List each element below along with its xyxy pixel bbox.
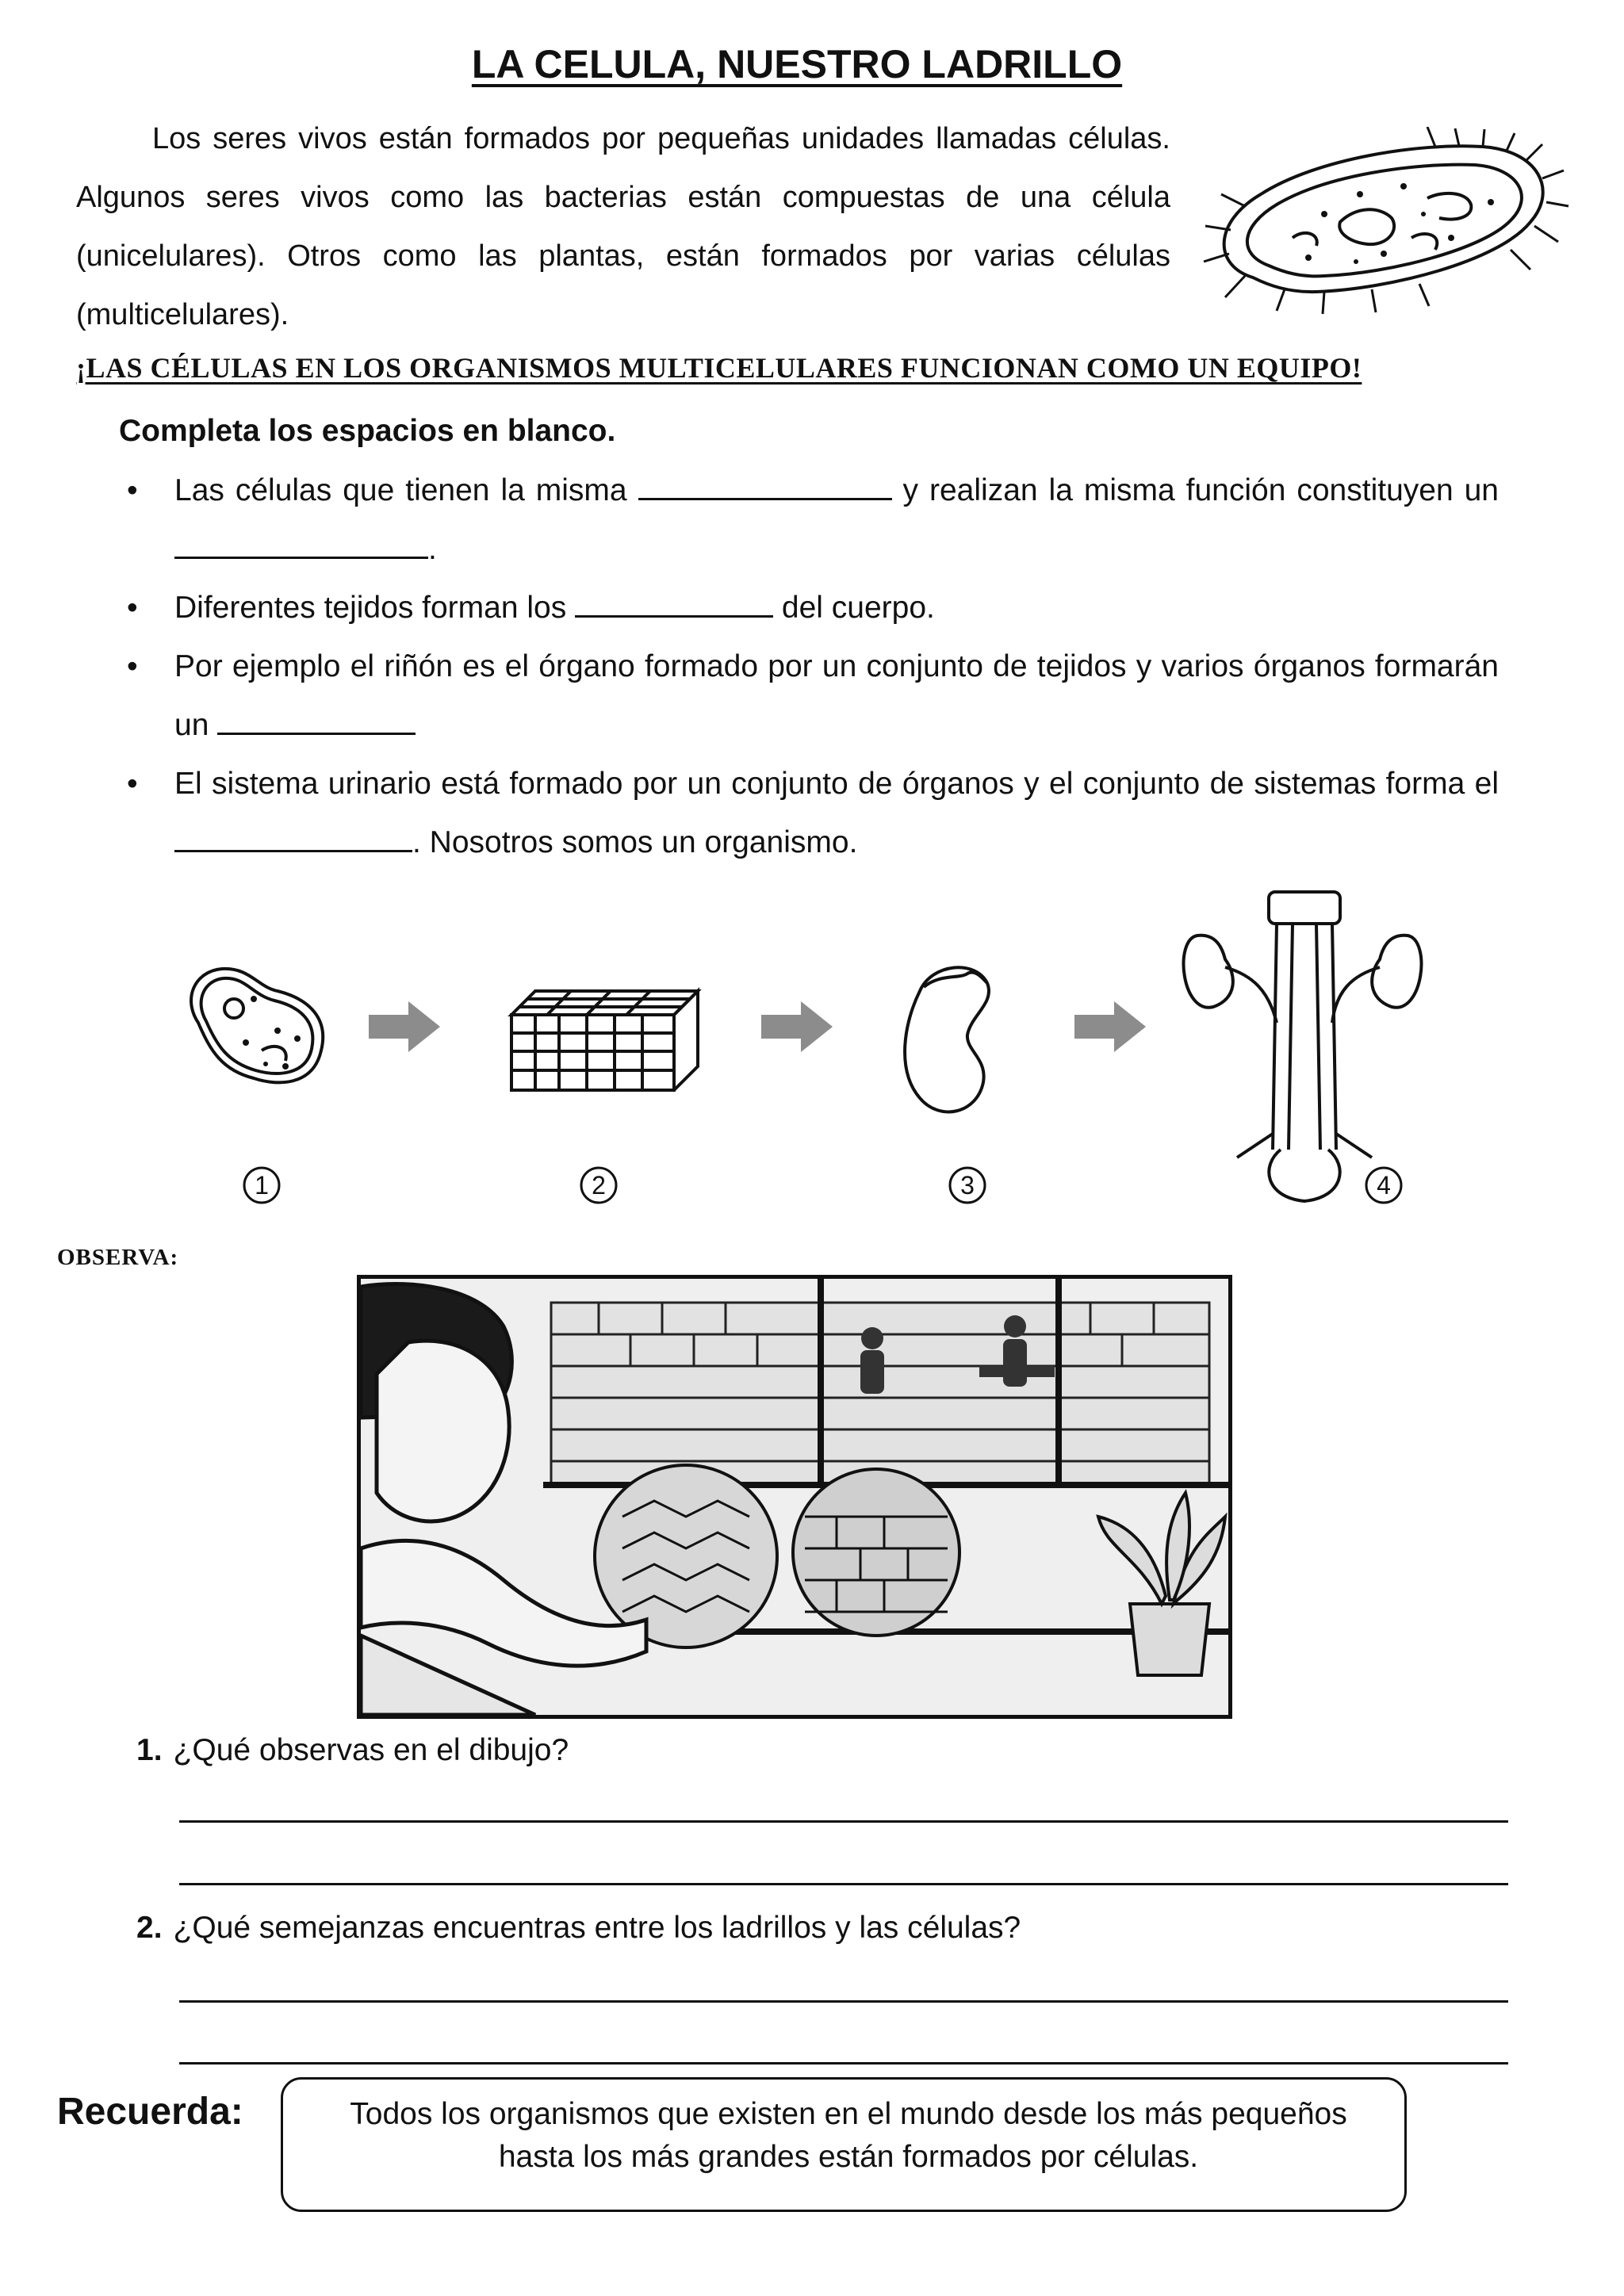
list-item: • Por ejemplo el riñón es el órgano formado por un conjunto de tejidos y varios órganos formarán un xyxy=(119,637,1499,755)
arrow-icon xyxy=(369,1001,440,1052)
answer-line[interactable] xyxy=(179,1883,1508,1885)
arrow-icon xyxy=(761,1001,833,1052)
slogan: ¡LAS CÉLULAS EN LOS ORGANISMOS MULTICELULARES FUNCIONAN COMO UN EQUIPO! xyxy=(76,352,1362,384)
instruction: Completa los espacios en blanco. xyxy=(119,414,616,448)
answer-line[interactable] xyxy=(179,2000,1508,2003)
blank-field[interactable] xyxy=(638,469,892,500)
recuerda-label: Recuerda: xyxy=(57,2091,243,2133)
step-label: 2 xyxy=(592,1171,606,1200)
list-item: • Diferentes tejidos forman los del cuerpo. xyxy=(119,579,1499,637)
blank-field[interactable] xyxy=(575,587,773,618)
observation-illustration xyxy=(357,1275,1232,1719)
kidney-icon xyxy=(905,967,989,1112)
step-label: 4 xyxy=(1377,1171,1391,1200)
answer-line[interactable] xyxy=(179,2062,1508,2064)
answer-line[interactable] xyxy=(179,1820,1508,1823)
intro-text: Los seres vivos están formados por pequeñas unidades llamadas células. Algunos seres vivos como las bacterias están compuestas de una célula (unicelulares). Otros como las plantas, están formados por varias células (multicelulares). xyxy=(76,122,1170,331)
list-item: • El sistema urinario está formado por un conjunto de órganos y el conjunto de sistemas forma el . Nosotros somos un organismo. xyxy=(119,755,1499,872)
list-item: • Las células que tienen la misma y realizan la misma función constituyen un . xyxy=(119,461,1499,579)
cell-icon xyxy=(191,969,323,1082)
bacteria-illustration xyxy=(1197,127,1570,317)
recuerda-text: Todos los organismos que existen en el mundo desde los más pequeños hasta los más grandes están formados por células. xyxy=(350,2097,1347,2174)
blank-field[interactable] xyxy=(217,704,416,735)
tissue-icon xyxy=(511,991,698,1090)
fill-in-list xyxy=(119,461,1499,872)
observa-label: OBSERVA: xyxy=(57,1245,179,1270)
arrow-icon xyxy=(1074,1001,1146,1052)
intro-paragraph xyxy=(76,109,1170,344)
blank-field[interactable] xyxy=(174,528,428,559)
blank-field[interactable] xyxy=(174,821,412,852)
question-2: 2. ¿Qué semejanzas encuentras entre los ladrillos y las células? xyxy=(136,1911,1021,1945)
step-label: 1 xyxy=(255,1171,269,1200)
organization-levels-diagram xyxy=(159,880,1459,1261)
question-1: 1. ¿Qué observas en el dibujo? xyxy=(136,1733,569,1767)
girl-window-illustration xyxy=(361,1279,1228,1715)
page-title: LA CELULA, NUESTRO LADRILLO xyxy=(471,42,1123,86)
step-label: 3 xyxy=(960,1171,975,1200)
urinary-system-icon xyxy=(1184,892,1422,1201)
